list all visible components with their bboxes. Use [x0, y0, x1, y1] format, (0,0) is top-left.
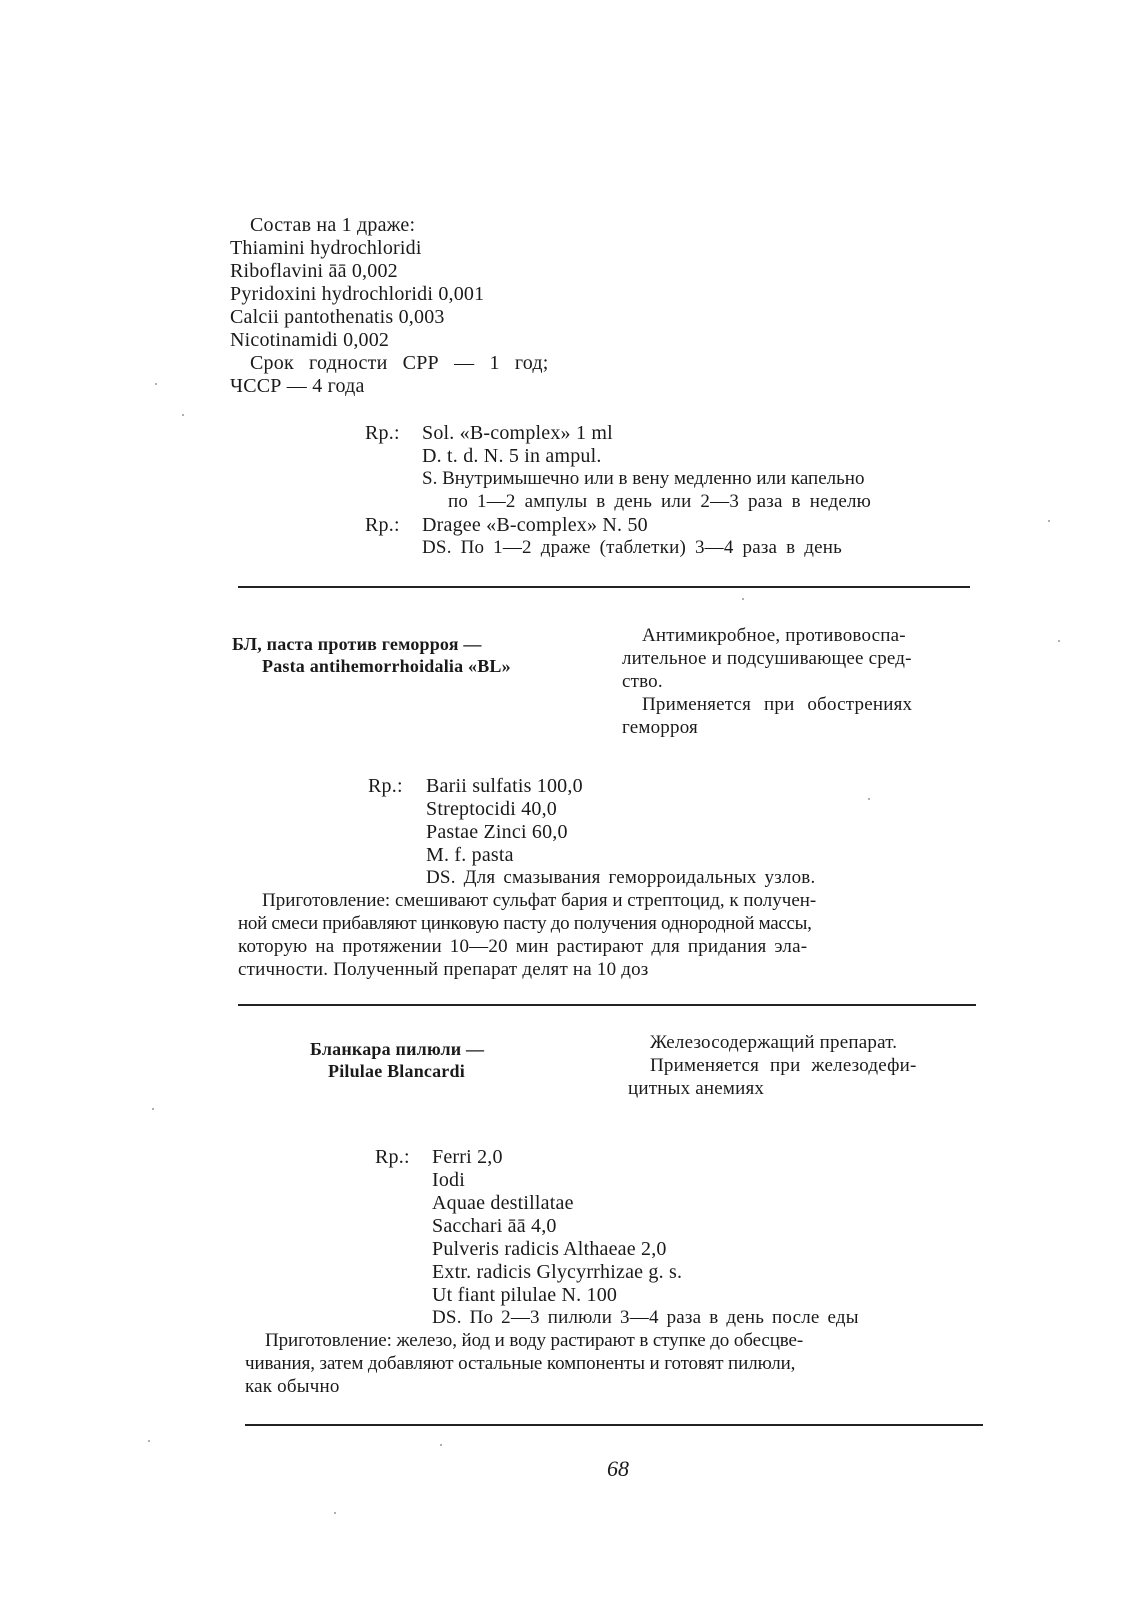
composition-heading: Состав на 1 драже:: [250, 214, 416, 236]
rp-label: Rp.:: [375, 1146, 410, 1168]
rp-label: Rp.:: [365, 422, 400, 444]
section-description: ство.: [622, 671, 663, 692]
section-description: Железосодержащий препарат.: [650, 1032, 898, 1053]
composition-line: Nicotinamidi 0,002: [230, 329, 390, 351]
scan-speck: [742, 598, 744, 600]
rp-line: Ut fiant pilulae N. 100: [432, 1284, 618, 1306]
preparation-text: Приготовление: смешивают сульфат бария и стрептоцид, к получен-: [262, 890, 817, 911]
rp-line: Dragee «B-complex» N. 50: [422, 514, 648, 536]
rp-line: Sacchari āā 4,0: [432, 1215, 557, 1237]
rp-line: DS. По 1—2 драже (таблетки) 3—4 раза в день: [422, 537, 842, 558]
section-description: Антимикробное, противовоспа-: [642, 625, 906, 646]
preparation-text: ной смеси прибавляют цинковую пасту до получения однородной массы,: [238, 913, 812, 934]
rp-line: Ferri 2,0: [432, 1146, 503, 1168]
rp-line: D. t. d. N. 5 in ampul.: [422, 445, 602, 467]
composition-line: Calcii pantothenatis 0,003: [230, 306, 445, 328]
rp-line: Barii sulfatis 100,0: [426, 775, 583, 797]
rp-line: S. Внутримышечно или в вену медленно или капельно: [422, 468, 865, 489]
preparation-text: Приготовление: железо, йод и воду растирают в ступке до обесцве-: [265, 1330, 804, 1351]
section-description: Применяется при обострениях: [642, 694, 913, 715]
section-title-ru: Бланкара пилюли —: [310, 1039, 485, 1059]
rp-line: Pulveris radicis Althaeae 2,0: [432, 1238, 667, 1260]
rp-label: Rp.:: [365, 514, 400, 536]
section-description: лительное и подсушивающее сред-: [622, 648, 912, 669]
section-description: геморроя: [622, 717, 698, 738]
composition-line: Riboflavini āā 0,002: [230, 260, 398, 282]
shelf-life-line: Срок годности СРР — 1 год;: [250, 352, 549, 374]
composition-line: Pyridoxini hydrochloridi 0,001: [230, 283, 485, 305]
shelf-life-line: ЧССР — 4 года: [230, 375, 365, 397]
rp-line: M. f. pasta: [426, 844, 514, 866]
section-description: цитных анемиях: [628, 1078, 765, 1099]
scan-speck: [334, 1512, 336, 1514]
rp-line: Streptocidi 40,0: [426, 798, 557, 820]
section-description: Применяется при железодефи-: [650, 1055, 917, 1076]
rp-line: Pastae Zinci 60,0: [426, 821, 568, 843]
rp-line: по 1—2 ампулы в день или 2—3 раза в неделю: [448, 491, 872, 512]
scan-speck: [182, 414, 184, 416]
scan-speck: [152, 1108, 154, 1110]
section-title-ru: БЛ, паста против геморроя —: [232, 634, 482, 654]
preparation-text: как обычно: [245, 1376, 340, 1397]
scan-speck: [155, 383, 157, 385]
page-number: 68: [607, 1456, 629, 1481]
rp-line: DS. Для смазывания геморроидальных узлов.: [426, 867, 816, 888]
preparation-text: которую на протяжении 10—20 мин растирают для придания эла-: [238, 936, 808, 957]
scan-speck: [1048, 520, 1050, 522]
preparation-text: стичности. Полученный препарат делят на 10 доз: [238, 959, 649, 980]
rp-line: DS. По 2—3 пилюли 3—4 раза в день после еды: [432, 1307, 859, 1328]
scan-speck: [868, 798, 870, 800]
preparation-text: чивания, затем добавляют остальные компоненты и готовят пилюли,: [245, 1353, 796, 1374]
scan-speck: [1058, 640, 1060, 642]
rp-line: Iodi: [432, 1169, 466, 1191]
scan-speck: [148, 1440, 150, 1442]
composition-line: Thiamini hydrochloridi: [230, 237, 422, 259]
rp-line: Sol. «B-complex» 1 ml: [422, 422, 613, 444]
section-divider: [238, 586, 970, 588]
rp-line: Aquae destillatae: [432, 1192, 574, 1214]
section-title-lat: Pilulae Blancardi: [328, 1061, 465, 1081]
rp-label: Rp.:: [368, 775, 403, 797]
rp-line: Extr. radicis Glycyrrhizae g. s.: [432, 1261, 683, 1283]
section-title-lat: Pasta antihemorrhoidalia «BL»: [262, 656, 511, 676]
section-divider: [238, 1004, 976, 1006]
section-divider: [245, 1424, 983, 1426]
scan-speck: [440, 1444, 442, 1446]
